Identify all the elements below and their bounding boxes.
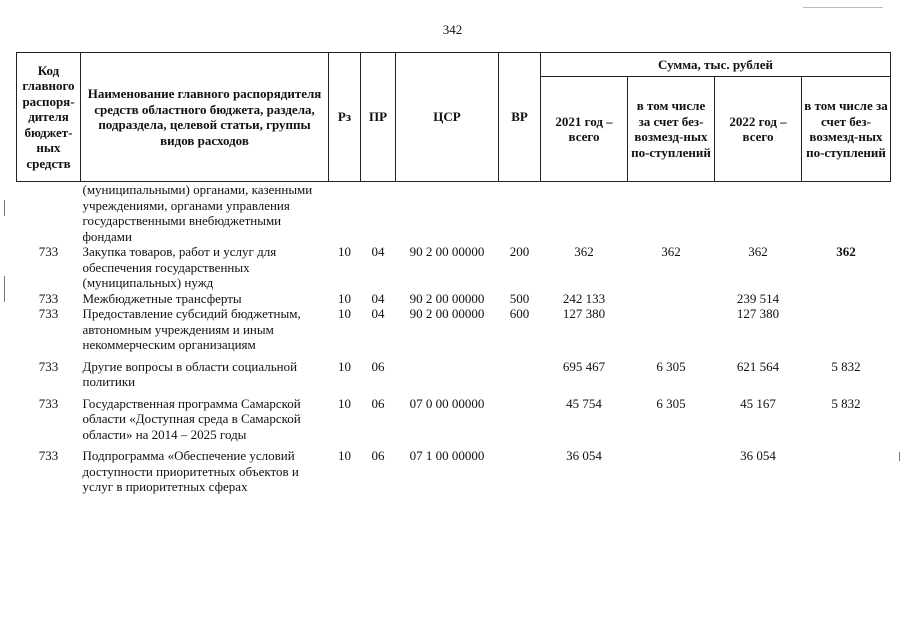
table-row (17, 353, 891, 390)
row-2022-total: 127 380 (736, 306, 780, 321)
row-2022-free: 362 (836, 244, 856, 259)
table-row (17, 442, 891, 495)
row-name: Предоставление субсидий бюджетным, автономным учреждениям и иным некоммерческим организациям (82, 306, 301, 352)
row-2021-free (628, 291, 715, 307)
row-code: 733 (38, 244, 59, 259)
row-2021-total: 695 467 (562, 358, 606, 374)
header-2022-total: 2022 год – всего (715, 77, 802, 182)
row-2022-total: 45 167 (740, 395, 776, 411)
row-code: 733 (38, 358, 59, 374)
row-pr: 04 (371, 306, 385, 321)
header-2021-total: 2021 год – всего (541, 77, 628, 182)
row-rz: 10 (338, 395, 351, 411)
row-2022-free: 5 832 (831, 358, 861, 374)
header-code: Код главного распоря-дителя бюджет-ных средств (17, 53, 81, 182)
header-2022-free: в том числе за счет без-возмезд-ных по-ступлений (802, 77, 891, 182)
row-rz: 10 (338, 358, 351, 374)
row-name: Закупка товаров, работ и услуг для обеспечения государственных (муниципальных) нужд (82, 244, 277, 290)
row-vr: 500 (509, 290, 530, 306)
row-pr: 04 (371, 290, 385, 306)
row-pr: 06 (371, 448, 385, 463)
row-2021-free (628, 442, 715, 495)
row-csr: 90 2 00 00000 (409, 306, 485, 321)
header-vr: ВР (499, 53, 541, 182)
scan-mark (899, 452, 900, 461)
header-rz: Рз (329, 53, 361, 182)
row-vr (499, 442, 541, 495)
row-vr: 600 (509, 306, 530, 321)
row-2021-total: 362 (574, 244, 594, 259)
row-code: 733 (38, 306, 59, 321)
row-csr (396, 353, 499, 390)
row-2021-total: 36 054 (566, 448, 602, 463)
row-2021-free: 6 305 (656, 395, 686, 411)
page-number: 342 (442, 22, 463, 37)
row-2022-total: 621 564 (736, 358, 780, 374)
row-2021-free: 6 305 (656, 358, 686, 374)
header-2021-free: в том числе за счет без-возмезд-ных по-ступлений (628, 77, 715, 182)
row-2021-free: 362 (661, 244, 681, 259)
row-csr: 07 1 00 00000 (409, 448, 485, 463)
continuation-row (17, 182, 891, 245)
table-row (17, 244, 891, 291)
row-rz: 10 (338, 306, 351, 321)
row-rz: 10 (338, 244, 351, 259)
row-2021-free (628, 306, 715, 353)
scan-mark (803, 7, 883, 8)
row-vr (499, 390, 541, 443)
continuation-text: (муниципальными) органами, казенными учреждениями, органами управления государственными внебюджетными фондами (82, 182, 313, 244)
row-code: 733 (38, 395, 59, 411)
header-name: Наименование главного распорядителя средств областного бюджета, раздела, подраздела, целевой статьи, группы видов расходов (81, 53, 329, 182)
row-2021-total: 45 754 (566, 395, 602, 411)
row-csr: 90 2 00 00000 (409, 244, 485, 259)
row-csr: 90 2 00 00000 (409, 290, 485, 306)
row-name: Государственная программа Самарской области «Доступная среда в Самарской области» на 2014 – 2025 годы (82, 395, 301, 442)
row-pr: 06 (371, 358, 385, 374)
budget-table (16, 52, 891, 495)
row-2022-free (802, 306, 891, 353)
row-2021-total: 127 380 (562, 306, 606, 321)
row-name: Подпрограмма «Обеспечение условий доступности приоритетных объектов и услуг в приоритетных сферах (82, 448, 299, 494)
row-2022-free (802, 291, 891, 307)
row-2022-total: 239 514 (736, 290, 780, 306)
header-pr: ПР (361, 53, 396, 182)
row-2021-total: 242 133 (562, 290, 606, 306)
table-row (17, 306, 891, 353)
row-rz: 10 (338, 448, 351, 463)
row-code: 733 (38, 290, 59, 306)
row-vr (499, 353, 541, 390)
row-2022-total: 36 054 (740, 448, 776, 463)
row-2022-total: 362 (748, 244, 768, 259)
row-2022-free (802, 442, 891, 495)
row-name: Другие вопросы в области социальной политики (82, 358, 298, 389)
row-code: 733 (38, 448, 59, 463)
row-vr: 200 (509, 244, 530, 259)
header-sum: Сумма, тыс. рублей (541, 53, 891, 77)
row-pr: 04 (371, 244, 385, 259)
scan-mark (4, 200, 5, 216)
table-row (17, 390, 891, 443)
row-name: Межбюджетные трансферты (82, 290, 242, 306)
row-rz: 10 (338, 290, 351, 306)
header-csr: ЦСР (396, 53, 499, 182)
row-csr: 07 0 00 00000 (409, 395, 485, 411)
row-2022-free: 5 832 (831, 395, 861, 411)
table-row (17, 291, 891, 307)
row-pr: 06 (371, 395, 385, 411)
scan-mark (4, 276, 5, 302)
